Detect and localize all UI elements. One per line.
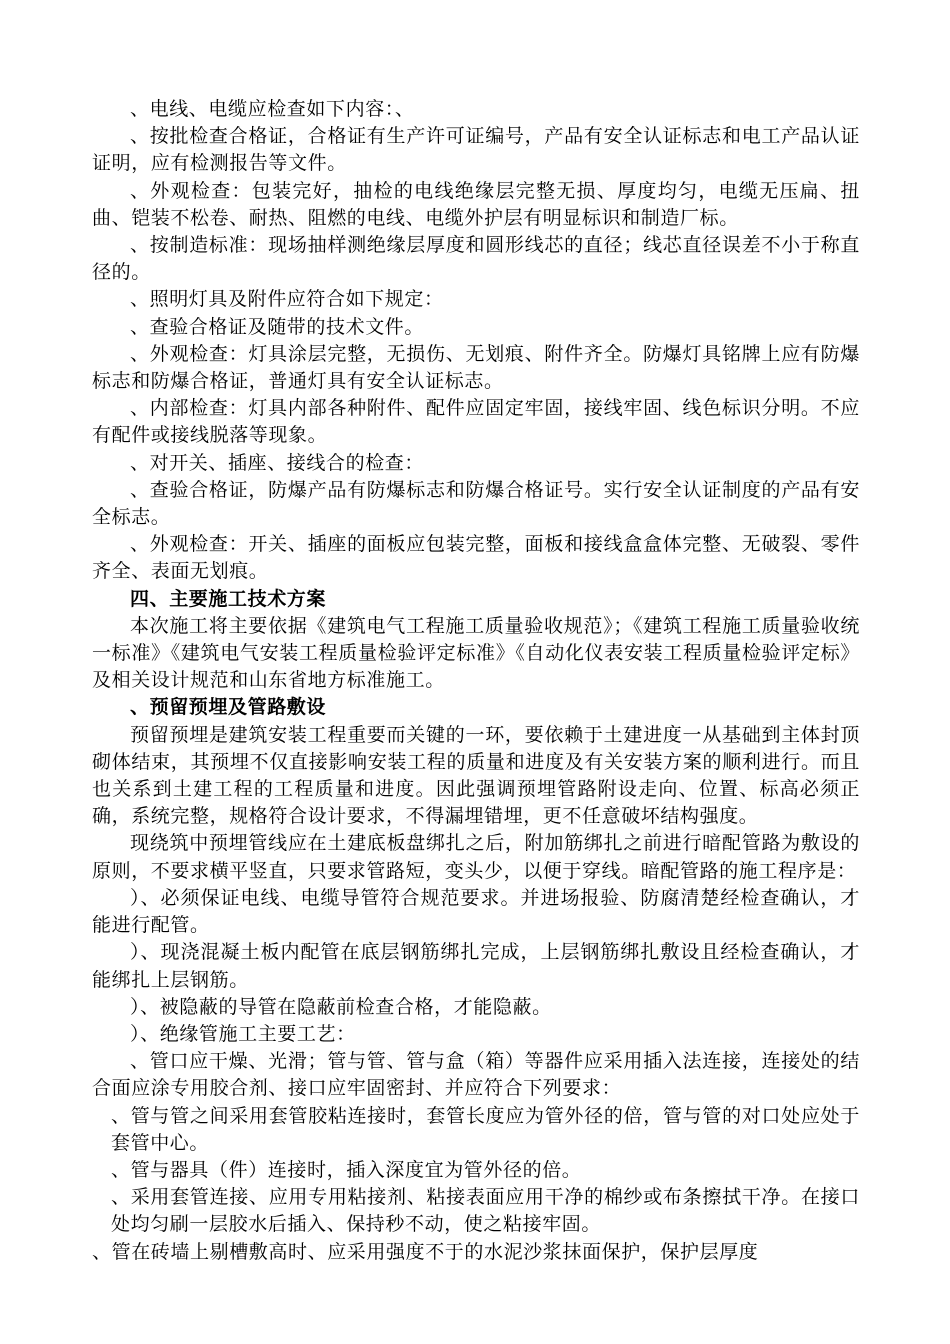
item-concealed-conduit: ）、被隐蔽的导管在隐蔽前检查合格，才能隐蔽。 bbox=[130, 995, 552, 1018]
item-appearance-check-cable: 、外观检查：包装完好，抽检的电线绝缘层完整无损、厚度均匀，电缆无压扁、扭曲、铠装不松卷、耐热、阻燃的电线、电缆外护层有明显标识和制造厂标。 bbox=[92, 179, 860, 229]
item-switch-socket-check: 、对开关、插座、接线合的检查： bbox=[130, 451, 425, 474]
section-heading-4: 四、主要施工技术方案 bbox=[130, 587, 327, 610]
item-lighting-internal: 、内部检查：灯具内部各种附件、配件应固定牢固，接线牢固、线色标识分明。不应有配件或接线脱落等现象。 bbox=[92, 397, 860, 447]
document-page bbox=[92, 96, 860, 1266]
item-adhesive-connection: 、采用套管连接、应用专用粘接剂、粘接表面应用干净的棉纱或布条擦拭干净。在接口处均匀刷一层胶水后插入、保持秒不动，使之粘接牢固。 bbox=[111, 1186, 860, 1236]
item-lighting-appearance: 、外观检查：灯具涂层完整，无损伤、无划痕、附件齐全。防爆灯具铭牌上应有防爆标志和防爆合格证，普通灯具有安全认证标志。 bbox=[92, 342, 860, 393]
item-manufacturing-standard: 、按制造标准：现场抽样测绝缘层厚度和圆形线芯的直径；线芯直径误差不小于称直径的。 bbox=[92, 234, 860, 284]
item-switch-appearance: 、外观检查：开关、插座的面板应包装完整，面板和接线盒盒体完整、无破裂、零件齐全、表面无划痕。 bbox=[92, 533, 860, 583]
item-conduit-compliance: ）、必须保证电线、电缆导管符合规范要求。并进场报验、防腐清楚经检查确认，才能进行配管。 bbox=[92, 886, 860, 937]
item-lighting-certificate: 、查验合格证及随带的技术文件。 bbox=[130, 315, 425, 338]
item-switch-certificate: 、查验合格证，防爆产品有防爆标志和防爆合格证号。实行安全认证制度的产品有安全标志。 bbox=[92, 478, 860, 529]
item-wire-cable-inspection: 、电线、电缆应检查如下内容：、 bbox=[130, 98, 415, 120]
item-lighting-fixtures: 、照明灯具及附件应符合如下规定： bbox=[130, 288, 444, 311]
item-brick-wall-groove: 、管在砖墙上剔槽敷高时、应采用强度不于的水泥沙浆抹面保护，保护层厚度 bbox=[92, 1240, 759, 1263]
item-fixture-connection: 、管与器具（件）连接时，插入深度宜为管外径的倍。 bbox=[111, 1158, 582, 1181]
subsection-heading-embedding: 、预留预埋及管路敷设 bbox=[130, 696, 327, 719]
paragraph-embedding-importance: 预留预埋是建筑安装工程重要而关键的一环，要依赖于土建进度一从基础到主体封顶砌体结束，其预埋不仅直接影响安装工程的质量和进度及有关安装方案的顺利进行。而且也关系到土建工程的工程质量和进度。因此强调预埋管路附设走向、位置、标高必须正确，系统完整，规格符合设计要求，不得漏埋错埋，更不任意破坏结构强度。 bbox=[92, 723, 860, 828]
item-pipe-mouth: 、管口应干燥、光滑；管与管、管与盒（箱）等器件应采用插入法连接，连接处的结合面应涂专用胶合剂、接口应牢固密封、并应符合下列要求： bbox=[92, 1050, 860, 1100]
item-sleeve-connection: 、管与管之间采用套管胶粘连接时，套管长度应为管外径的倍，管与管的对口处应处于套管中心。 bbox=[111, 1104, 860, 1154]
item-certificate-check: 、按批检查合格证，合格证有生产许可证编号，产品有安全认证标志和电工产品认证证明，应有检测报告等文件。 bbox=[92, 125, 860, 175]
item-insulated-pipe-process: ）、绝缘管施工主要工艺： bbox=[130, 1022, 356, 1045]
paragraph-embedding-principle: 现绕筑中预埋管线应在土建底板盘绑扎之后，附加筋绑扎之前进行暗配管路为敷设的原则，不要求横平竖直，只要求管路短，变头少，以便于穿线。暗配管路的施工程序是： bbox=[92, 832, 860, 882]
paragraph-standards-basis: 本次施工将主要依据《建筑电气工程施工质量验收规范》；《建筑工程施工质量验收统一标准》《建筑电气安装工程质量检验评定标准》《自动化仪表安装工程质量检验评定标》及相关设计规范和山东省地方标准施工。 bbox=[92, 614, 860, 692]
item-concrete-slab-conduit: ）、现浇混凝土板内配管在底层钢筋绑扎完成，上层钢筋绑扎敷设且经检查确认，才能绑扎上层钢筋。 bbox=[92, 941, 860, 991]
